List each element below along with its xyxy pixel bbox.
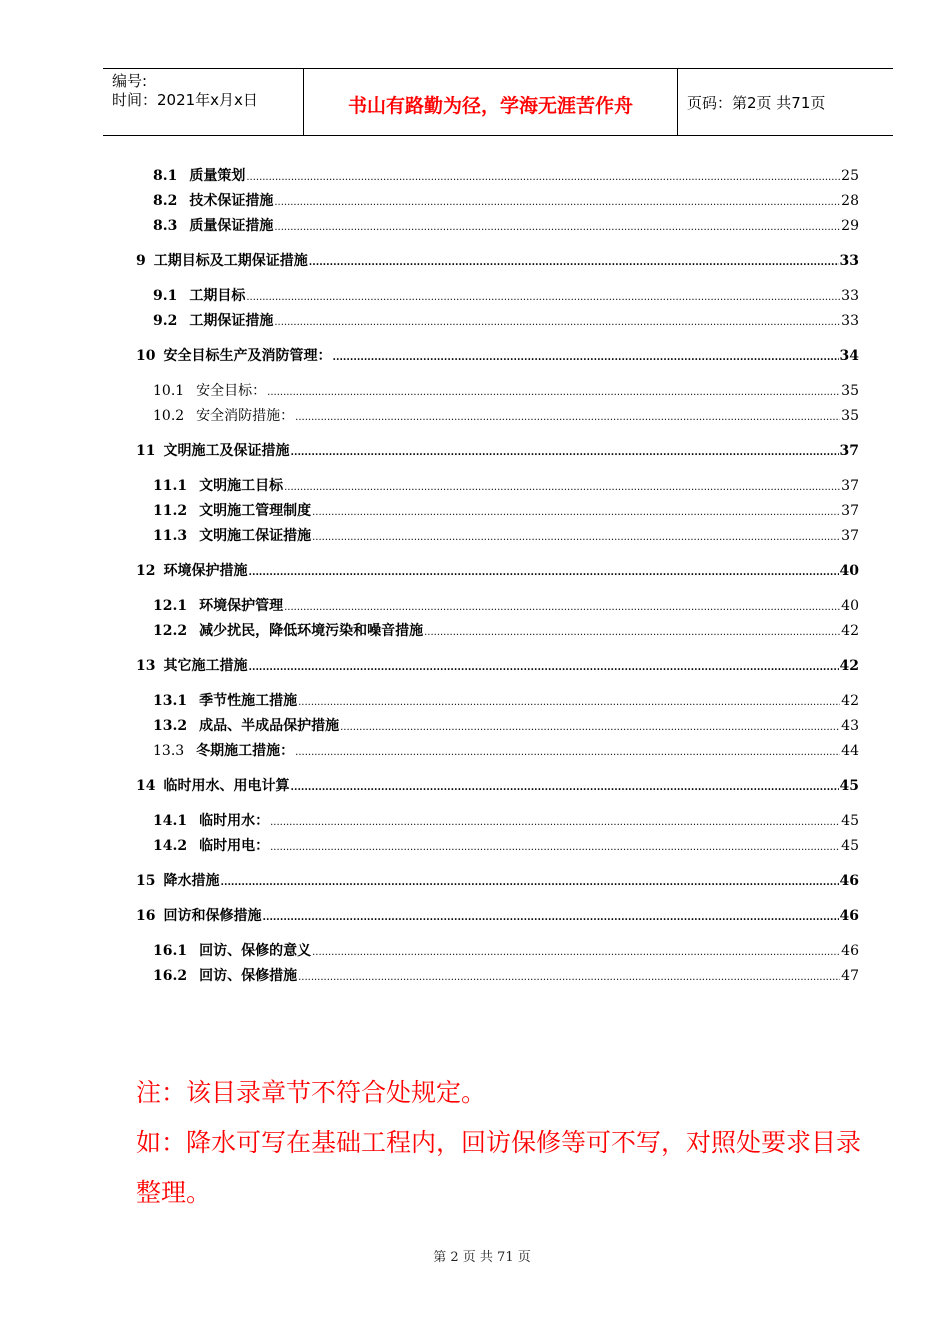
toc-entry-number: 12.1: [153, 598, 188, 614]
toc-entry-page: 37: [839, 443, 859, 459]
toc-entry-page: 45: [839, 778, 859, 794]
toc-entry-title: 安全消防措施：: [196, 408, 295, 424]
toc-entry-title: 临时用水、用电计算: [163, 778, 290, 794]
toc-leader-dots: [290, 443, 838, 463]
toc-entry[interactable]: [153, 406, 859, 426]
toc-entry-page: 29: [841, 218, 859, 234]
toc-entry-number: 11.3: [153, 528, 188, 544]
toc-leader-dots: [332, 348, 838, 368]
toc-entry-number: 14: [136, 778, 156, 794]
toc-leader-dots: [284, 598, 840, 618]
toc-leader-dots: [246, 288, 840, 308]
toc-entry-number: 9.1: [153, 288, 178, 304]
toc-entry-page: 37: [841, 478, 859, 494]
toc-entry-number: 16: [136, 908, 156, 924]
toc-entry-page: 46: [841, 943, 859, 959]
toc-entry-number: 12.2: [153, 623, 188, 639]
toc-entry-title: 质量策划: [189, 168, 246, 184]
page-footer: 第 2 页 共 71 页: [433, 1250, 531, 1265]
toc-entry-title: 工期目标: [189, 288, 246, 304]
toc-entry-page: 45: [841, 838, 859, 854]
toc-entry-title: 文明施工及保证措施: [163, 443, 290, 459]
toc-entry-page: 46: [839, 873, 859, 889]
toc-entry-title: 技术保证措施: [189, 193, 274, 209]
time-label: 时间：2021年x月x日: [112, 91, 258, 109]
toc-entry-number: 14.2: [153, 838, 188, 854]
toc-entry[interactable]: [153, 716, 859, 736]
note-line-2: 如：降水可写在基础工程内，回访保修等可不写，对照处要求目录整理。: [136, 1128, 862, 1207]
toc-leader-dots: [274, 193, 840, 213]
toc-leader-dots: [270, 813, 840, 833]
toc-entry[interactable]: [153, 811, 859, 831]
note-line-1: 注：该目录章节不符合处规定。: [136, 1078, 487, 1107]
toc-entry-title: 冬期施工措施：: [196, 743, 295, 759]
toc-entry-title: 回访、保修措施: [199, 968, 298, 984]
toc-leader-dots: [267, 383, 840, 403]
toc-entry-title: 工期保证措施: [189, 313, 274, 329]
toc-entry[interactable]: [136, 441, 859, 461]
toc-leader-dots: [246, 168, 840, 188]
toc-entry[interactable]: [136, 561, 859, 581]
toc-leader-dots: [298, 693, 840, 713]
toc-entry-page: 46: [839, 908, 859, 924]
toc-entry-number: 9.2: [153, 313, 178, 329]
toc-entry[interactable]: [153, 191, 859, 211]
toc-entry[interactable]: [153, 501, 859, 521]
toc-entry-page: 40: [839, 563, 859, 579]
toc-entry-page: 42: [841, 623, 859, 639]
toc-entry-page: 45: [841, 813, 859, 829]
header-motto: 书山有路勤为径，学海无涯苦作舟: [304, 69, 678, 135]
toc-entry-title: 工期目标及工期保证措施: [153, 253, 308, 269]
toc-entry-title: 减少扰民，降低环境污染和噪音措施: [199, 623, 424, 639]
toc-entry-page: 42: [839, 658, 859, 674]
toc-entry-number: 8.2: [153, 193, 178, 209]
toc-entry-title: 回访、保修的意义: [199, 943, 312, 959]
toc-entry[interactable]: [136, 346, 859, 366]
toc-entry-number: 13.1: [153, 693, 188, 709]
toc-entry-number: 11: [136, 443, 156, 459]
toc-entry[interactable]: [153, 621, 859, 641]
toc-entry[interactable]: [136, 251, 859, 271]
toc-entry-title: 安全目标生产及消防管理：: [163, 348, 332, 364]
toc-entry[interactable]: [153, 966, 859, 986]
toc-entry[interactable]: [153, 166, 859, 186]
toc-entry[interactable]: [153, 286, 859, 306]
toc-entry-title: 回访和保修措施: [163, 908, 262, 924]
toc-entry-number: 13: [136, 658, 156, 674]
toc-entry-number: 16.1: [153, 943, 188, 959]
toc-entry-number: 11.2: [153, 503, 188, 519]
toc-entry-page: 37: [841, 503, 859, 519]
toc-entry-page: 37: [841, 528, 859, 544]
toc-leader-dots: [340, 718, 840, 738]
toc-entry-title: 成品、半成品保护措施: [199, 718, 340, 734]
toc-entry-number: 8.1: [153, 168, 178, 184]
toc-entry-number: 14.1: [153, 813, 188, 829]
toc-entry-number: 10: [136, 348, 156, 364]
toc-leader-dots: [270, 838, 840, 858]
toc-entry-page: 47: [841, 968, 859, 984]
toc-leader-dots: [284, 478, 840, 498]
toc-leader-dots: [312, 943, 840, 963]
toc-entry-number: 13.3: [153, 743, 185, 759]
toc-entry-page: 40: [841, 598, 859, 614]
toc-entry-title: 临时用水：: [199, 813, 270, 829]
toc-entry-title: 文明施工管理制度: [199, 503, 312, 519]
toc-entry[interactable]: [153, 836, 859, 856]
toc-entry-page: 33: [841, 313, 859, 329]
toc-entry[interactable]: [153, 941, 859, 961]
toc-entry-title: 降水措施: [163, 873, 220, 889]
toc-entry-page: 35: [841, 383, 859, 399]
toc-leader-dots: [290, 778, 838, 798]
toc-entry-page: 34: [839, 348, 859, 364]
toc-entry[interactable]: [136, 656, 859, 676]
toc-entry-page: 44: [841, 743, 859, 759]
toc-entry-page: 33: [841, 288, 859, 304]
toc-entry-number: 10.1: [153, 383, 185, 399]
toc-entry[interactable]: [136, 906, 859, 926]
toc-entry-title: 其它施工措施: [163, 658, 248, 674]
toc-entry-number: 10.2: [153, 408, 185, 424]
toc-entry-title: 安全目标：: [196, 383, 267, 399]
header-page-info: 页码：第2页 共71页: [687, 93, 826, 112]
toc-entry-title: 文明施工目标: [199, 478, 284, 494]
toc-entry[interactable]: [153, 311, 859, 331]
toc-entry-page: 35: [841, 408, 859, 424]
toc-leader-dots: [220, 873, 838, 893]
toc-entry-number: 11.1: [153, 478, 188, 494]
toc-entry-number: 15: [136, 873, 156, 889]
toc-entry-number: 9: [136, 253, 146, 269]
toc-entry-page: 25: [841, 168, 859, 184]
toc-leader-dots: [309, 253, 839, 273]
toc-entry-title: 季节性施工措施: [199, 693, 298, 709]
toc-leader-dots: [262, 908, 838, 928]
toc-leader-dots: [424, 623, 840, 643]
header-meta: [103, 69, 304, 135]
toc-leader-dots: [312, 503, 840, 523]
toc-entry-title: 环境保护措施: [163, 563, 248, 579]
toc-entry[interactable]: [153, 476, 859, 496]
toc-leader-dots: [295, 408, 840, 428]
toc-entry-number: 12: [136, 563, 156, 579]
toc-entry-number: 8.3: [153, 218, 178, 234]
toc-leader-dots: [248, 563, 838, 583]
toc-entry-title: 质量保证措施: [189, 218, 274, 234]
toc-entry-title: 环境保护管理: [199, 598, 284, 614]
toc-entry[interactable]: [136, 776, 859, 796]
toc-leader-dots: [274, 313, 840, 333]
toc-leader-dots: [248, 658, 838, 678]
toc-entry[interactable]: [153, 216, 859, 236]
toc-entry[interactable]: [153, 381, 859, 401]
toc-entry-page: 33: [839, 253, 859, 269]
toc-leader-dots: [295, 743, 840, 763]
toc-entry[interactable]: [153, 741, 859, 761]
toc-entry-number: 16.2: [153, 968, 188, 984]
toc-entry-page: 42: [841, 693, 859, 709]
toc-entry-page: 28: [841, 193, 859, 209]
toc-leader-dots: [312, 528, 840, 548]
toc-entry[interactable]: [153, 526, 859, 546]
page-header: [103, 68, 893, 136]
toc-leader-dots: [298, 968, 840, 988]
toc-entry[interactable]: [153, 596, 859, 616]
toc-entry[interactable]: [153, 691, 859, 711]
toc-entry-title: 文明施工保证措施: [199, 528, 312, 544]
toc-entry[interactable]: [136, 871, 859, 891]
number-label: 编号:: [112, 72, 148, 90]
toc-entry-number: 13.2: [153, 718, 188, 734]
toc-leader-dots: [274, 218, 840, 238]
toc-entry-title: 临时用电：: [199, 838, 270, 854]
toc-entry-page: 43: [841, 718, 859, 734]
